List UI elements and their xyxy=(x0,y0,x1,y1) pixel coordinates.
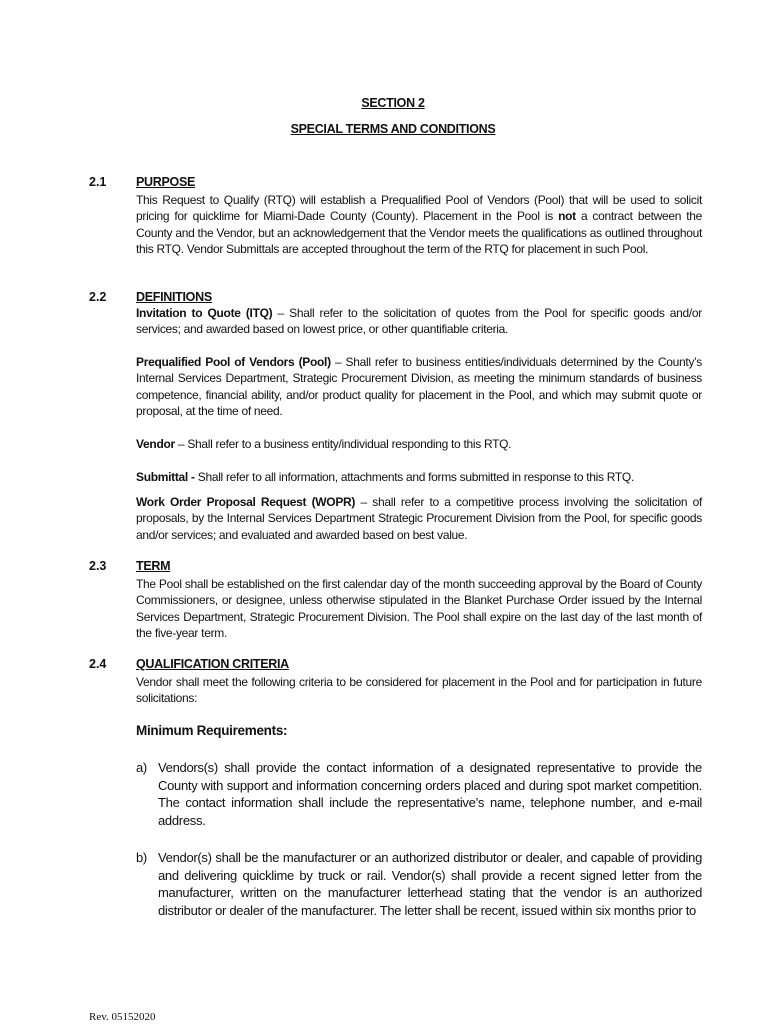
qualification-paragraph: Vendor shall meet the following criteria to be considered for placement in the Pool and for participation in future solicitations: xyxy=(136,675,702,706)
requirement-item xyxy=(136,849,702,919)
requirement-marker: b) xyxy=(136,850,147,865)
definition-submittal: Submittal - Shall refer to all information, attachments and forms submitted in response to this RTQ. xyxy=(136,470,634,484)
revision-footer: Rev. 05152020 xyxy=(89,1011,156,1023)
minimum-requirements-heading: Minimum Requirements: xyxy=(136,723,288,738)
requirement-text: Vendors(s) shall provide the contact information of a designated representative to provide the County with support and information concerning orders placed and during spot market competition. The contact information shall include the representative’s name, telephone number, and e-mail address. xyxy=(158,760,702,828)
definition-itq: Invitation to Quote (ITQ) – Shall refer to the solicitation of quotes from the Pool for specific goods and/or services; and awarded based on lowest price, or other quantifiable criteria. xyxy=(136,306,702,337)
term-paragraph: The Pool shall be established on the first calendar day of the month succeeding approval by the Board of County Commissioners, or designee, unless otherwise stipulated in the Blanket Purchase Order issued by the Internal Services Department, Strategic Procurement Division. The Pool shall expire on the last day of the last month of the five-year term. xyxy=(136,577,702,641)
requirement-text: Vendor(s) shall be the manufacturer or an authorized distributor or dealer, and capable of providing and delivering quicklime by truck or rail. Vendor(s) shall provide a recent signed letter from the manufacturer, written on the manufacturer letterhead stating that the vendor is an authorized distributor or dealer of the manufacturer. The letter shall be recent, issued within six months prior to xyxy=(158,850,702,918)
section-title: SPECIAL TERMS AND CONDITIONS xyxy=(290,122,496,136)
requirement-marker: a) xyxy=(136,760,147,775)
section-2-4-number: 2.4 xyxy=(89,657,107,671)
section-2-1-heading: PURPOSE xyxy=(136,175,196,189)
section-2-3-number: 2.3 xyxy=(89,559,107,573)
section-2-2-number: 2.2 xyxy=(89,290,107,304)
definition-vendor: Vendor – Shall refer to a business entity/individual responding to this RTQ. xyxy=(136,437,512,451)
definition-pool: Prequalified Pool of Vendors (Pool) – Shall refer to business entities/individuals determined by the County’s Internal Services Department, Strategic Procurement Division, as meeting the minimum standards of business competence, financial ability, and/or product quality for placement in the Pool, and which may submit quote or proposal, at the time of need. xyxy=(136,355,702,419)
section-2-3-heading: TERM xyxy=(136,559,171,573)
definition-wopr: Work Order Proposal Request (WOPR) – shall refer to a competitive process involving the solicitation of proposals, by the Internal Services Department Strategic Procurement Division from the Pool, for specific goods and/or services; and evaluated and awarded based on best value. xyxy=(136,495,703,542)
requirement-item xyxy=(136,759,702,829)
section-number: SECTION 2 xyxy=(361,96,425,110)
purpose-paragraph: This Request to Qualify (RTQ) will establish a Prequalified Pool of Vendors (Pool) that will be used to solicit pricing for quicklime for Miami-Dade County (County). Placement in the Pool is not a contract between the County and the Vendor, but an acknowledgement that the Vendor meets the qualifications as outlined throughout this RTQ. Vendor Submittals are accepted throughout the term of the RTQ for placement in such Pool. xyxy=(136,193,702,257)
section-2-4-heading: QUALIFICATION CRITERIA xyxy=(136,657,289,671)
section-2-2-heading: DEFINITIONS xyxy=(136,290,212,304)
section-2-1-number: 2.1 xyxy=(89,175,107,189)
